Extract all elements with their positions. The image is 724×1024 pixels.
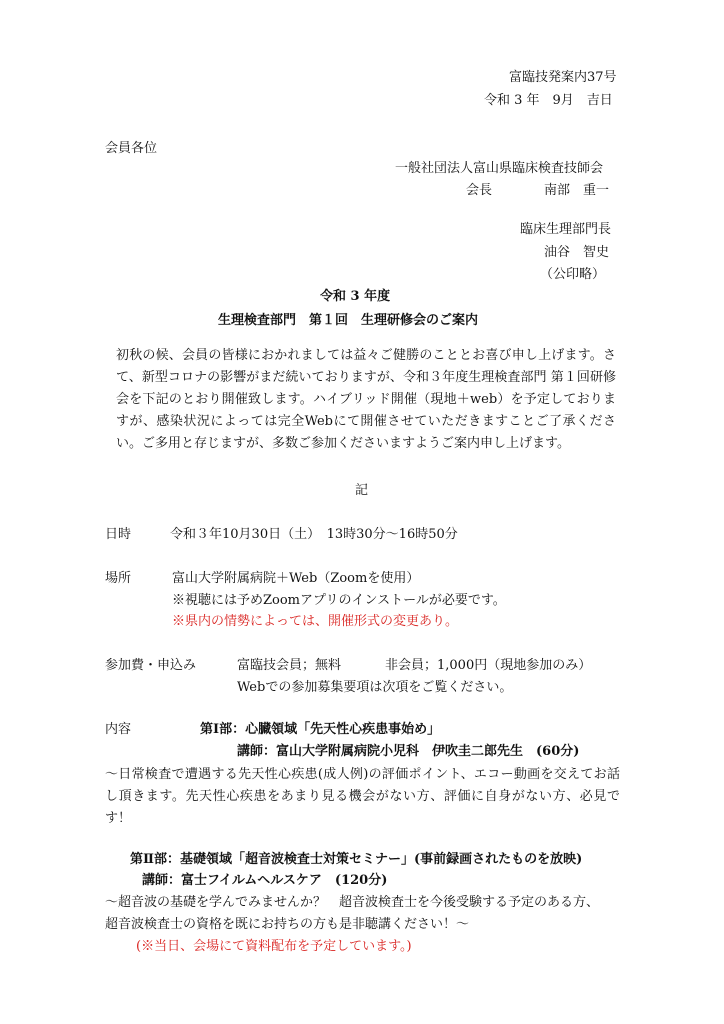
president-title: 会長 [466, 183, 493, 198]
ki-heading: 記 [355, 483, 369, 498]
datetime-label: 日時 [105, 527, 132, 542]
intro-paragraph: 初秋の候、会員の皆様におかれましては益々ご健勝のこととお喜び申し上げます。さて、新型コロナの影響がまだ続いておりますが、令和３年度生理検査部門 第１回研修会を下記のとおり開催致します。ハイブリッド開催（現地＋web）を予定しておりますが、感染状況によっては完全Webにて開催させていただきますことご了承ください。ご多用と存じますが、多数ご参加くださいますようご案内申し上げます。 [116, 348, 616, 451]
part1-title: 第Ⅰ部：心臓領域「先天性心疾患事始め」 [200, 722, 441, 737]
document-date: 令和 3 年 9月 吉日 [484, 93, 613, 108]
part1-lecturer: 講師：富山大学附属病院小児科 伊吹圭二郎先生 (60分) [237, 744, 580, 759]
president-name: 南部 重一 [544, 183, 610, 198]
fee-member: 富臨技会員；無料 [237, 658, 342, 673]
fee-label: 参加費・申込み [105, 658, 197, 673]
document-title-year: 令和 3 年度 [320, 289, 391, 304]
part2-description-line2: 超音波検査士の資格を既にお持ちの方も是非聴講ください！～ [105, 917, 470, 932]
department-head-title: 臨床生理部門長 [520, 222, 612, 237]
datetime-value: 令和３年10月30日（土） 13時30分～16時50分 [170, 527, 458, 542]
place-zoom-note: ※視聴には予めZoomアプリのインストールが必要です。 [172, 593, 506, 608]
part2-lecturer: 講師：富士フイルムヘルスケア (120分) [142, 873, 388, 888]
document-title: 生理検査部門 第１回 生理研修会のご案内 [218, 313, 479, 328]
part2-title: 第Ⅱ部：基礎領域「超音波検査士対策セミナー」(事前録画されたものを放映) [130, 852, 583, 867]
seal-omitted-note: （公印略） [540, 267, 606, 282]
part2-description-line1: ～超音波の基礎を学んでみませんか？ 超音波検査士を今後受験する予定のある方、 [105, 895, 600, 910]
document-number: 富臨技発案内37号 [509, 70, 617, 85]
place-format-change-note: ※県内の情勢によっては、開催形式の変更あり。 [172, 614, 459, 629]
place-value: 富山大学附属病院＋Web（Zoomを使用） [172, 571, 420, 586]
department-head-name: 油谷 智史 [544, 245, 610, 260]
content-label: 内容 [105, 722, 132, 737]
fee-nonmember: 非会員；1,000円（現地参加のみ） [385, 658, 592, 673]
part2-handout-note: (※当日、会場にて資料配布を予定しています。) [136, 939, 412, 954]
fee-web-note: Webでの参加募集要項は次項をご覧ください。 [237, 680, 513, 695]
part1-description: ～日常検査で遭遇する先天性心疾患(成人例)の評価ポイント、エコー動画を交えてお話し頂きます。先天性心疾患をあまり見る機会がない方、評価に自身がない方、必見です！ [105, 767, 620, 826]
addressee: 会員各位 [105, 141, 158, 156]
place-label: 場所 [105, 571, 132, 586]
sender-organization: 一般社団法人富山県臨床検査技師会 [395, 161, 604, 176]
